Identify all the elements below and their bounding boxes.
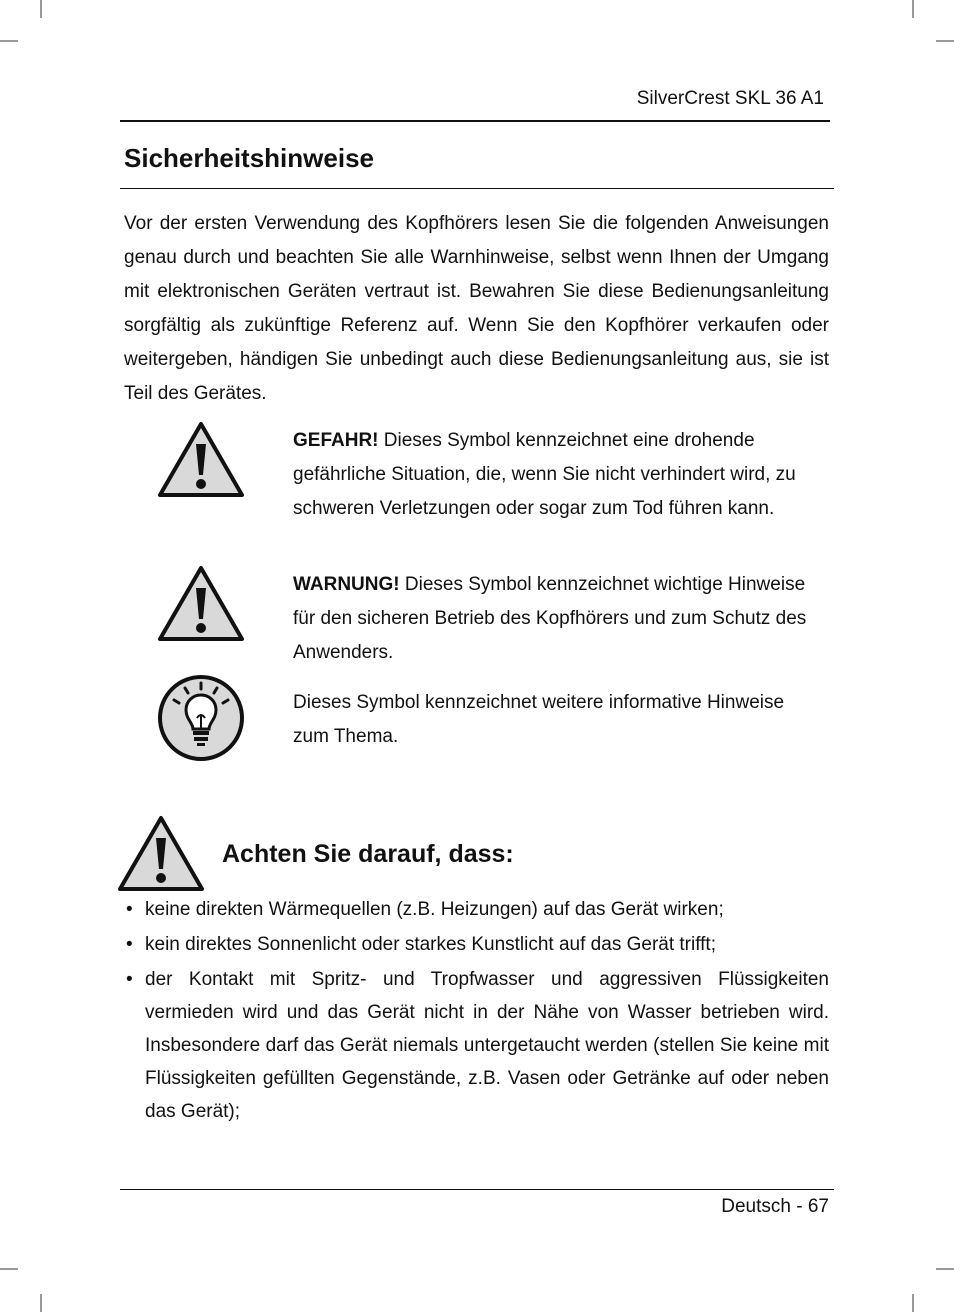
subsection-title: Achten Sie darauf, dass:: [222, 840, 514, 868]
danger-label: GEFAHR!: [293, 430, 379, 451]
warning-triangle-icon: [117, 814, 205, 892]
info-note: Dieses Symbol kennzeichnet weitere informative Hinweise zum Thema.: [293, 692, 785, 747]
crop-mark: [936, 1268, 954, 1270]
intro-paragraph: Vor der ersten Verwendung des Kopfhörers lesen Sie die folgenden Anweisungen genau durch und beachten Sie alle Warnhinweise, selbst wenn Ihnen der Umgang mit elektronischen Geräten vertraut ist. Bewahren Sie diese Bedienungsanleitung sorgfältig als zukünftige Referenz auf. Wenn Sie den Kopfhörer verkaufen oder weitergeben, händigen Sie unbedingt auch diese Bedienungsanleitung aus, sie ist Teil des Gerätes.: [124, 213, 829, 404]
section-title: Sicherheitshinweise: [124, 143, 374, 173]
crop-mark: [0, 40, 18, 42]
warning-triangle-icon: [157, 420, 245, 498]
list-item-text: kein direktes Sonnenlicht oder starkes Kunstlicht auf das Gerät trifft;: [145, 934, 716, 955]
precaution-list: [124, 893, 829, 1130]
footer-rule: [120, 1189, 834, 1190]
lightbulb-icon: [157, 674, 245, 762]
page-number: Deutsch - 67: [721, 1196, 829, 1217]
bullet-marker: •: [126, 969, 133, 990]
danger-text: Dieses Symbol kennzeichnet eine drohende gefährliche Situation, die, wenn Sie nicht verhindert wird, zu schweren Verletzungen oder sogar zum Tod führen kann.: [293, 430, 796, 519]
crop-mark: [912, 0, 914, 18]
list-item-text: keine direkten Wärmequellen (z.B. Heizungen) auf das Gerät wirken;: [145, 899, 724, 920]
danger-note: [293, 424, 823, 526]
section-rule: [120, 188, 834, 189]
list-item-text: der Kontakt mit Spritz- und Tropfwasser und aggressiven Flüssigkeiten vermieden wird und das Gerät nicht in der Nähe von Wasser betrieben wird. Insbesondere darf das Gerät niemals untergetaucht werden (stellen Sie keine mit Flüssigkeiten gefüllten Gegenstände, z.B. Vasen oder Getränke auf oder neben das Gerät);: [145, 969, 829, 1122]
header-rule: [120, 120, 830, 122]
crop-mark: [40, 1294, 42, 1312]
list-item: [124, 928, 829, 961]
crop-mark: [912, 1294, 914, 1312]
bullet-marker: •: [126, 934, 133, 955]
list-item: [124, 893, 829, 926]
crop-mark: [40, 0, 42, 18]
bullet-marker: •: [126, 899, 133, 920]
warning-text: Dieses Symbol kennzeichnet wichtige Hinweise für den sicheren Betrieb des Kopfhörers und zum Schutz des Anwenders.: [293, 574, 807, 663]
running-header: SilverCrest SKL 36 A1: [636, 88, 824, 109]
crop-mark: [0, 1268, 18, 1270]
crop-mark: [936, 40, 954, 42]
warning-note: [293, 568, 823, 670]
warning-triangle-icon: [157, 564, 245, 642]
list-item: [124, 963, 829, 1128]
warning-label: WARNUNG!: [293, 574, 400, 595]
